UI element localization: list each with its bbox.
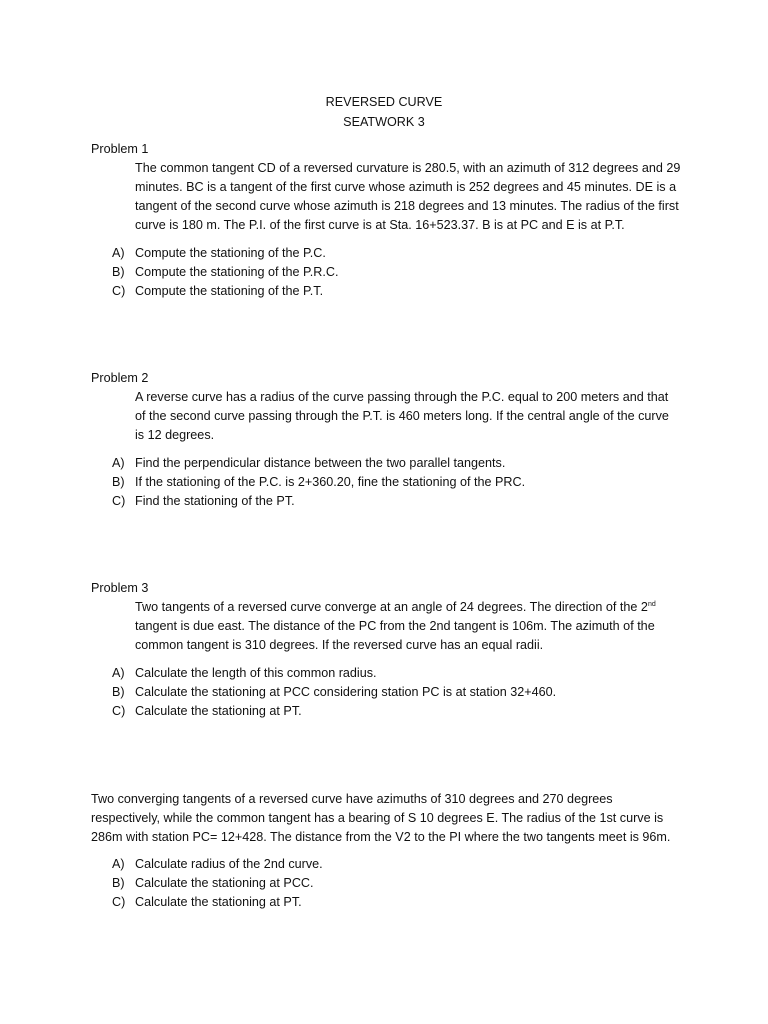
item-letter: C) — [112, 895, 126, 909]
list-item — [112, 473, 692, 492]
item-text: Compute the stationing of the P.C. — [135, 246, 326, 260]
ordinal-superscript: nd — [647, 600, 656, 608]
list-item — [112, 874, 692, 893]
item-text: Calculate the stationing at PCC. — [135, 876, 314, 890]
list-item — [112, 855, 692, 874]
list-item — [112, 454, 692, 473]
problem-4-text: Two converging tangents of a reversed curve have azimuths of 310 degrees and 270 degrees respectively, while the common tangent has a bearing of S 10 degrees E. The radius of the 1st curve is 286m with station PC= 12+428. The distance from the V2 to the PI where the two tangents meet is 96m. — [91, 792, 671, 844]
item-letter: A) — [112, 666, 125, 680]
problem-3-text-part-1: Two tangents of a reversed curve converge at an angle of 24 degrees. The direction of the 2 — [135, 600, 648, 614]
item-letter: A) — [112, 246, 125, 260]
item-letter: A) — [112, 456, 125, 470]
problem-3-text-part-2: tangent is due east. The distance of the PC from the 2nd tangent is 106m. The azimuth of the common tangent is 310 degrees. If the reversed curve has an equal radii. — [135, 619, 655, 652]
item-text: Find the perpendicular distance between the two parallel tangents. — [135, 456, 506, 470]
problem-1-text: The common tangent CD of a reversed curvature is 280.5, with an azimuth of 312 degrees and 29 minutes. BC is a tangent of the first curve whose azimuth is 252 degrees and 45 minutes. DE is a tangent of the second curve whose azimuth is 218 degrees and 13 minutes. The radius of the first curve is 180 m. The P.I. of the first curve is at Sta. 16+523.37. B is at PC and E is at P.T. — [135, 161, 681, 232]
problem-1-statement — [91, 159, 681, 235]
problem-4-questions — [112, 855, 692, 912]
problem-3-heading: Problem 3 — [91, 581, 149, 595]
list-item — [112, 492, 692, 511]
list-item — [112, 664, 692, 683]
list-item — [112, 683, 692, 702]
problem-2-heading: Problem 2 — [91, 371, 149, 385]
document-title: REVERSED CURVE — [325, 95, 443, 109]
document-subtitle: SEATWORK 3 — [343, 115, 425, 129]
item-text: Calculate the stationing at PCC considering station PC is at station 32+460. — [135, 685, 557, 699]
problem-3-text — [91, 598, 681, 655]
problem-1-questions — [112, 244, 692, 301]
item-letter: C) — [112, 284, 126, 298]
item-letter: C) — [112, 494, 126, 508]
item-letter: C) — [112, 704, 126, 718]
item-letter: B) — [112, 876, 125, 890]
list-item — [112, 244, 692, 263]
item-letter: B) — [112, 685, 125, 699]
item-text: If the stationing of the P.C. is 2+360.20, fine the stationing of the PRC. — [135, 475, 526, 489]
problem-2-statement — [91, 388, 681, 445]
item-letter: B) — [112, 475, 125, 489]
item-text: Calculate radius of the 2nd curve. — [135, 857, 323, 871]
problem-2-questions — [112, 454, 692, 511]
problem-2-text: A reverse curve has a radius of the curve passing through the P.C. equal to 200 meters and that of the second curve passing through the P.T. is 460 meters long. If the central angle of the curve is 12 degrees. — [135, 390, 669, 442]
list-item — [112, 893, 692, 912]
list-item — [112, 263, 692, 282]
item-letter: A) — [112, 857, 125, 871]
problem-1-heading: Problem 1 — [91, 142, 149, 156]
list-item — [112, 282, 692, 301]
problem-3-statement — [91, 598, 681, 655]
item-text: Find the stationing of the PT. — [135, 494, 295, 508]
item-letter: B) — [112, 265, 125, 279]
problem-3-questions — [112, 664, 692, 721]
problem-4-statement — [91, 790, 681, 847]
item-text: Calculate the stationing at PT. — [135, 895, 302, 909]
item-text: Compute the stationing of the P.R.C. — [135, 265, 339, 279]
list-item — [112, 702, 692, 721]
item-text: Calculate the stationing at PT. — [135, 704, 302, 718]
item-text: Compute the stationing of the P.T. — [135, 284, 324, 298]
item-text: Calculate the length of this common radius. — [135, 666, 377, 680]
